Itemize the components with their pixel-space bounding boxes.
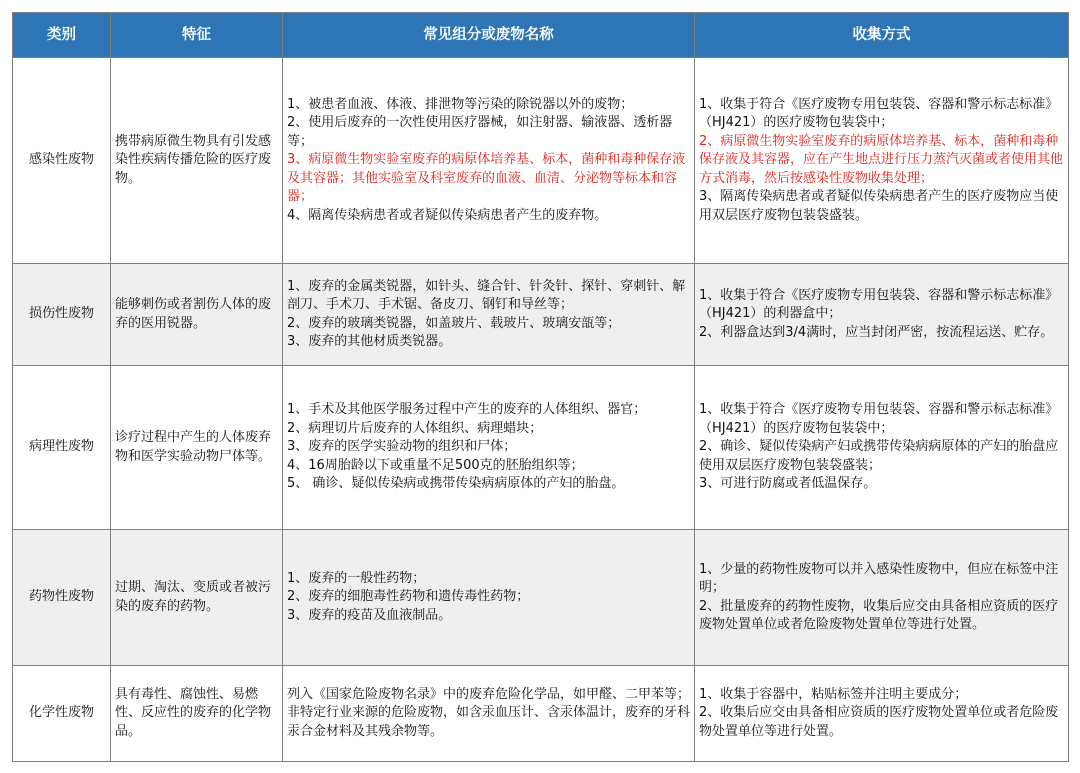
collection-item: 2、确诊、疑似传染病产妇或携带传染病病原体的产妇的胎盘应使用双层医疗废物包装袋盛装； xyxy=(699,439,1059,473)
header-feature: 特征 xyxy=(111,13,283,58)
table-row xyxy=(13,666,1069,762)
component-item: 1、手术及其他医学服务过程中产生的废弃的人体组织、器官； xyxy=(287,402,647,418)
components-cell xyxy=(283,58,695,264)
collection-item: 1、少量的药物性废物可以并入感染性废物中，但应在标签中注明； xyxy=(699,561,1059,595)
collection-cell xyxy=(695,264,1069,366)
collection-cell xyxy=(695,530,1069,666)
collection-cell xyxy=(695,58,1069,264)
feature-cell: 具有毒性、腐蚀性、易燃性、反应性的废弃的化学物品。 xyxy=(111,666,283,762)
header-category: 类别 xyxy=(13,13,111,58)
category-cell: 药物性废物 xyxy=(13,530,111,666)
component-item: 2、废弃的细胞毒性药物和遗传毒性药物； xyxy=(287,589,530,605)
table-body xyxy=(13,58,1069,762)
category-cell: 感染性废物 xyxy=(13,58,111,264)
category-cell: 损伤性废物 xyxy=(13,264,111,366)
header-components: 常见组分或废物名称 xyxy=(283,13,695,58)
medical-waste-table xyxy=(12,12,1069,762)
table-row xyxy=(13,58,1069,264)
component-item: 1、被患者血液、体液、排泄物等污染的除锐器以外的废物； xyxy=(287,96,634,112)
table-row xyxy=(13,264,1069,366)
components-cell xyxy=(283,264,695,366)
collection-item: 2、利器盒达到3/4满时，应当封闭严密，按流程运送、贮存。 xyxy=(699,324,1054,340)
feature-cell: 诊疗过程中产生的人体废弃物和医学实验动物尸体等。 xyxy=(111,366,283,530)
collection-cell xyxy=(695,666,1069,762)
header-collection: 收集方式 xyxy=(695,13,1069,58)
feature-cell: 过期、淘汰、变质或者被污染的废弃的药物。 xyxy=(111,530,283,666)
category-cell: 化学性废物 xyxy=(13,666,111,762)
collection-cell xyxy=(695,366,1069,530)
collection-item: 3、可进行防腐或者低温保存。 xyxy=(699,476,877,492)
component-item: 2、使用后废弃的一次性使用医疗器械，如注射器、输液器、透析器等； xyxy=(287,115,673,149)
table-row xyxy=(13,366,1069,530)
header-row xyxy=(13,13,1069,58)
collection-item: 1、收集于符合《医疗废物专用包装袋、容器和警示标志标准》（HJ421）的利器盒中； xyxy=(699,287,1059,322)
collection-item: 1、收集于符合《医疗废物专用包装袋、容器和警示标志标准》（HJ421）的医疗废物包装袋中； xyxy=(699,96,1059,131)
feature-cell: 能够刺伤或者割伤人体的废弃的医用锐器。 xyxy=(111,264,283,366)
component-item: 2、废弃的玻璃类锐器，如盖玻片、载玻片、玻璃安瓿等； xyxy=(287,315,621,331)
component-item: 3、病原微生物实验室废弃的病原体培养基、标本，菌种和毒种保存液及其容器；其他实验室及科室废弃的血液、血清、分泌物等标本和容器； xyxy=(287,152,686,205)
collection-item: 2、收集后应交由具备相应资质的医疗废物处置单位或者危险废物处置单位等进行处置。 xyxy=(699,705,1059,739)
component-item: 3、废弃的疫苗及血液制品。 xyxy=(287,607,452,623)
category-cell: 病理性废物 xyxy=(13,366,111,530)
component-item: 列入《国家危险废物名录》中的废弃危险化学品，如甲醛、二甲苯等；非特定行业来源的危险废物，如含汞血压计、含汞体温计，废弃的牙科汞合金材料及其残余物等。 xyxy=(287,686,691,739)
collection-item: 1、收集于容器中，粘贴标签并注明主要成分； xyxy=(699,686,968,702)
collection-item: 2、批量废弃的药物性废物，收集后应交由具备相应资质的医疗废物处置单位或者危险废物处置单位等进行处置。 xyxy=(699,598,1059,632)
components-cell xyxy=(283,666,695,762)
component-item: 5、 确诊、疑似传染病或携带传染病病原体的产妇的胎盘。 xyxy=(287,476,625,492)
components-cell xyxy=(283,530,695,666)
component-item: 2、病理切片后废弃的人体组织、病理蜡块； xyxy=(287,420,543,436)
component-item: 4、16周胎龄以下或重量不足500克的胚胎组织等； xyxy=(287,457,584,473)
collection-item: 1、收集于符合《医疗废物专用包装袋、容器和警示标志标准》（HJ421）的医疗废物包装袋中； xyxy=(699,402,1059,436)
component-item: 1、废弃的金属类锐器，如针头、缝合针、针灸针、探针、穿刺针、解剖刀、手术刀、手术锯、备皮刀、钢钉和导丝等； xyxy=(287,278,686,312)
table-row xyxy=(13,530,1069,666)
feature-cell: 携带病原微生物具有引发感染性疾病传播危险的医疗废物。 xyxy=(111,58,283,264)
component-item: 4、隔离传染病患者或者疑似传染病患者产生的废弃物。 xyxy=(287,207,608,223)
component-item: 3、废弃的医学实验动物的组织和尸体； xyxy=(287,439,517,455)
collection-item: 3、隔离传染病患者或者疑似传染病患者产生的医疗废物应当使用双层医疗废物包装袋盛装。 xyxy=(699,189,1059,223)
component-item: 1、废弃的一般性药物； xyxy=(287,570,426,586)
component-item: 3、废弃的其他材质类锐器。 xyxy=(287,334,452,349)
components-cell xyxy=(283,366,695,530)
collection-item: 2、病原微生物实验室废弃的病原体培养基、标本，菌种和毒种保存液及其容器，应在产生地点进行压力蒸汽灭菌或者使用其他方式消毒，然后按感染性废物收集处理； xyxy=(699,133,1064,186)
